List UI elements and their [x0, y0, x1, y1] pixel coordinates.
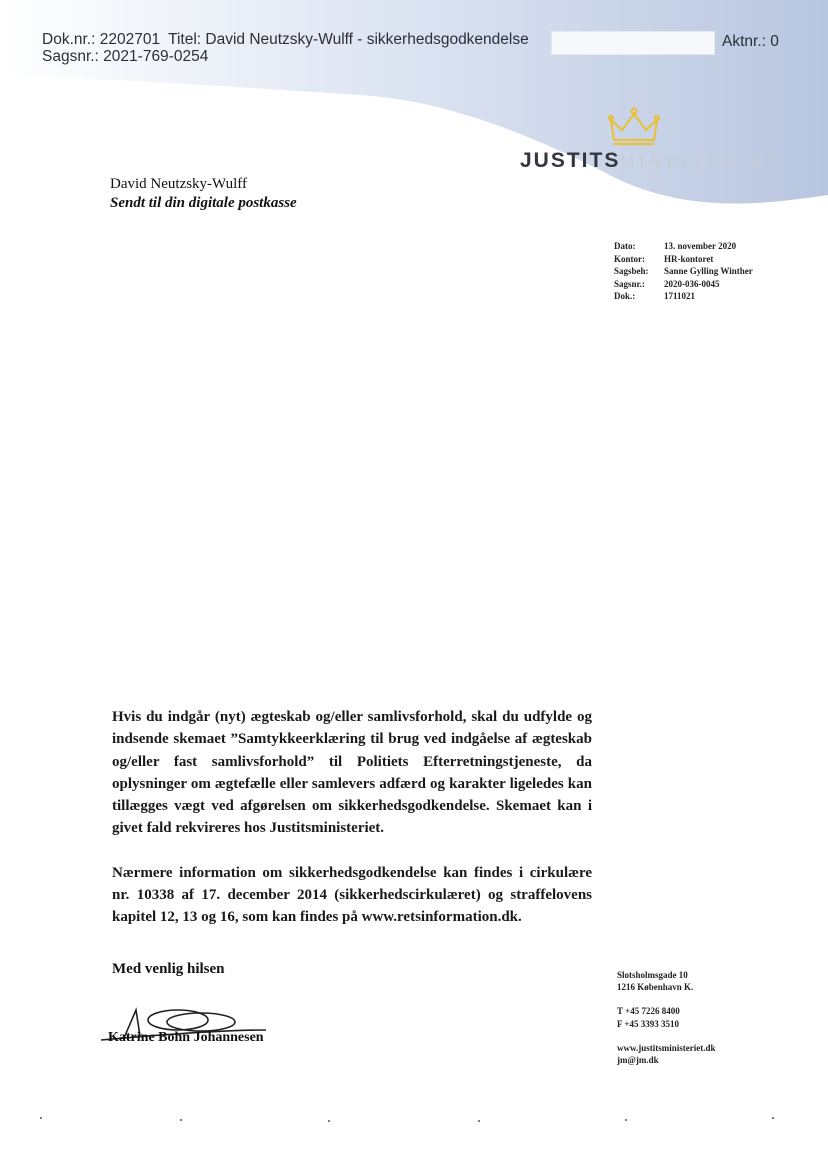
stamp-dok-nr: Dok.nr.: 2202701 [42, 31, 161, 48]
scan-speck [478, 1120, 480, 1122]
meta-label: Sagsbeh: [614, 266, 649, 277]
meta-value: HR-kontoret [664, 253, 714, 264]
meta-value: 1711021 [664, 291, 696, 302]
address-street: Slotsholmsgade 10 [617, 970, 688, 980]
crown-icon [606, 106, 662, 150]
signer-name: Katrine Bohn Johannesen [108, 1030, 264, 1045]
logo-part1: JUSTITS [520, 149, 621, 172]
address-fax: F +45 3393 3510 [617, 1018, 680, 1029]
meta-value: 13. november 2020 [664, 241, 737, 251]
meta-row [614, 240, 753, 253]
address-email[interactable]: jm@jm.dk [617, 1055, 659, 1066]
stamp-aktnr: Aktnr.: 0 [722, 33, 779, 50]
document-stamp [42, 31, 537, 65]
scan-speck [625, 1119, 627, 1121]
letter-meta [614, 240, 753, 303]
address-phone: T +45 7226 8400 [617, 1006, 680, 1017]
scan-speck [40, 1117, 42, 1119]
scan-speck [772, 1117, 774, 1119]
scan-speck [180, 1119, 182, 1121]
closing-greeting: Med venlig hilsen [112, 961, 225, 977]
meta-value: Sanne Gylling Winther [664, 266, 753, 277]
address-city: 1216 København K. [617, 982, 694, 993]
meta-label: Dok.: [614, 291, 636, 302]
meta-row [614, 290, 753, 303]
stamp-sagsnr: Sagsnr.: 2021-769-0254 [42, 48, 209, 65]
ministry-logo [520, 149, 783, 173]
meta-row [614, 278, 753, 291]
meta-row [614, 253, 753, 266]
meta-label: Kontor: [614, 253, 645, 264]
recipient-block [110, 175, 297, 213]
scan-speck [328, 1120, 330, 1122]
meta-value: 2020-036-0045 [664, 278, 720, 289]
meta-label: Sagsnr.: [614, 278, 645, 289]
body-paragraph-1: Hvis du indgår (nyt) ægteskab og/eller samlivsforhold, skal du udfylde og indsende skemaet ”Samtykkeerklæring til brug ved indgåelse af ægteskab og/eller fast samlivsforhold” til Politiets Efterretningstjeneste, da oplysninger om ægtefælle eller samlevers adfærd og karakter ligeledes kan tillægges vægt ved afgørelsen om sikkerhedsgodkendelse. Skemaet kan i givet fald rekvireres hos Justitsministeriet. [112, 709, 592, 837]
address-web[interactable]: www.justitsministeriet.dk [617, 1042, 716, 1053]
meta-label: Dato: [614, 241, 636, 251]
letter-body [112, 706, 592, 951]
recipient-name: David Neutzsky-Wulff [110, 176, 247, 192]
ministry-address [617, 969, 716, 1066]
meta-row [614, 265, 753, 278]
recipient-delivery: Sendt til din digitale postkasse [110, 195, 297, 211]
redaction-box [551, 31, 715, 55]
stamp-titel: Titel: David Neutzsky-Wulff - sikkerhedsgodkendelse [168, 31, 529, 48]
body-paragraph-2: Nærmere information om sikkerhedsgodkendelse kan findes i cirkulære nr. 10338 af 17. december 2014 (sikkerhedscirkulæret) og straffelovens kapitel 12, 13 og 16, som kan findes på www.retsinformation.dk. [112, 864, 592, 926]
logo-part2: MINISTERIET [620, 152, 784, 171]
